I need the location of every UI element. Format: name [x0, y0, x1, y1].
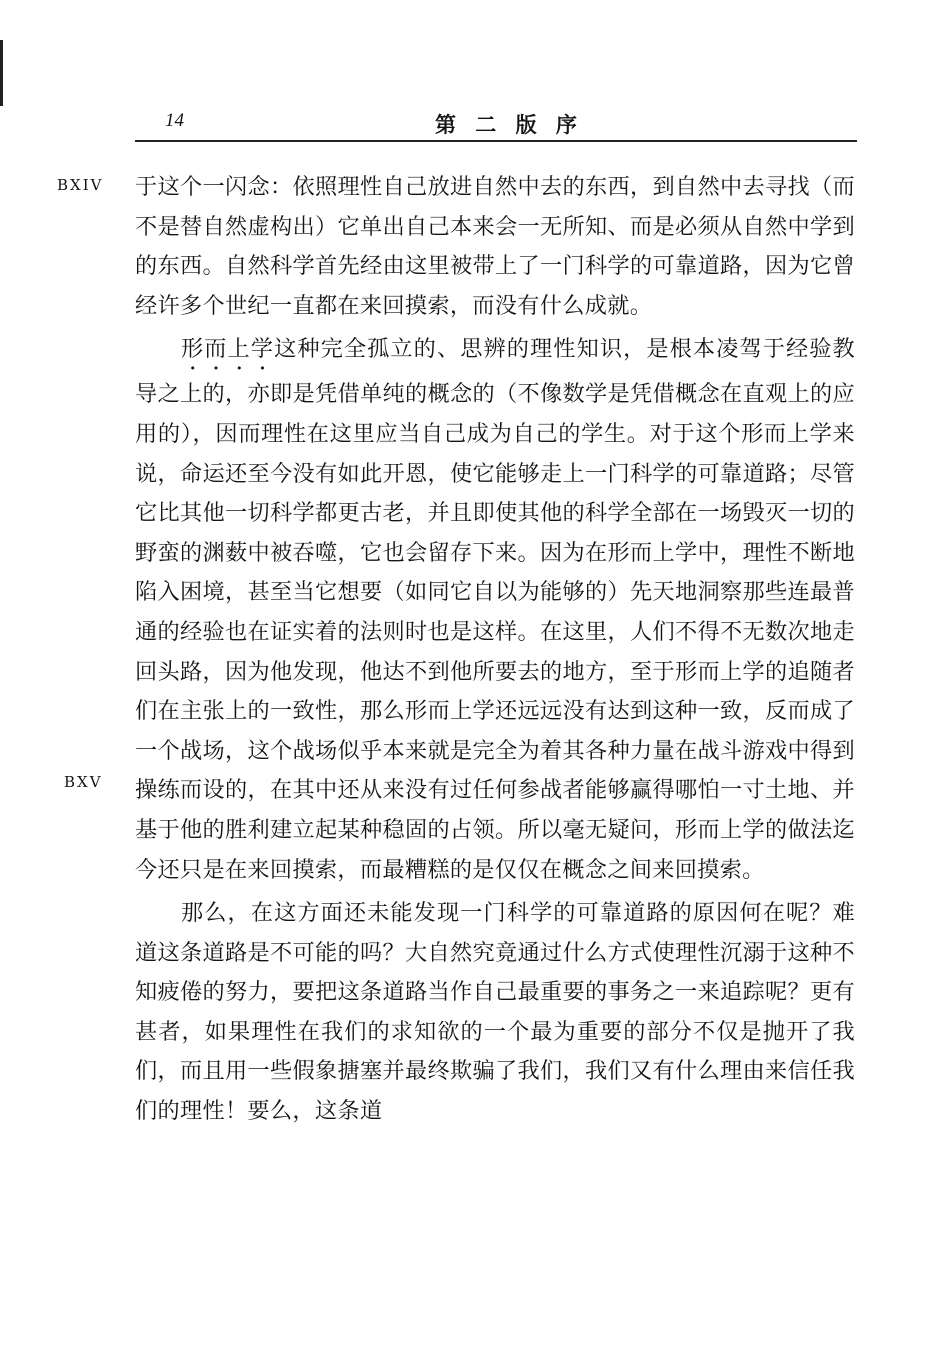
- emphasized-term: 形而上学: [181, 336, 275, 363]
- paragraph-text: 这种完全孤立的、思辨的理性知识，是根本凌驾于经验教导之上的，亦即是凭借单纯的概念的（不像数学是凭借概念在直观上的应用的），因而理性在这里应当自己成为自己的学生。对于这个形而上学来说，命运还至今没有如此开恩，使它能够走上一门科学的可靠道路；尽管它比其他一切科学都更古老，并且即使其他的科学全部在一场毁灭一切的野蛮的渊薮中被吞噬，它也会留存下来。因为在形而上学中，理性不断地陷入困境，甚至当它想要（如同它自以为能够的）先天地洞察那些连最普通的经验也在证实着的法则时也是这样。在这里，人们不得不无数次地走回头路，因为他发现，他达不到他所要去的地方，至于形而上学的追随: [135, 336, 856, 685]
- scan-edge-mark: [0, 40, 3, 106]
- header-rule: [135, 140, 857, 142]
- body-text: [135, 168, 855, 1132]
- margin-note-bxv: BXV: [64, 773, 103, 791]
- paragraph: [135, 330, 855, 890]
- running-title: 第 二 版 序: [435, 113, 583, 137]
- paragraph: 那么，在这方面还未能发现一门科学的可靠道路的原因何在呢？难道这条道路是不可能的吗？大自然究竟通过什么方式使理性沉溺于这种不知疲倦的努力，要把这条道路当作自己最重要的事务之一来追踪呢？更有甚者，如果理性在我们的求知欲的一个最为重要的部分不仅是抛开了我们，而且用一些假象搪塞并最终欺骗了我们，我们又有什么理由来信任我们的理性！要么，这条道: [135, 900, 855, 1125]
- paragraph: 于这个一闪念：依照理性自己放进自然中去的东西，到自然中去寻找（而不是替自然虚构出）它单出自己本来会一无所知、而是必须从自然中学到的东西。自然科学首先经由这里被带上了一门科学的可靠道路，因为它曾经许多个世纪一直都在来回摸索，而没有什么成就。: [135, 174, 855, 319]
- page-header: [135, 110, 857, 144]
- margin-note-bxiv: BXIV: [57, 176, 104, 194]
- paragraph-text: 者们在主张上的一致性，那么形而上学还远远没有达到这种一致，反而成了一个战场，这个战场似乎本来就是完全为着其各种力量在战斗游戏中得到操练而设的，在其中还从来没有过任何参战者能够赢得哪怕一寸土地、并基于他的胜利建立起某种稳固的占领。所以毫无疑问，形而上学的做法迄今还只是在来回摸索，而最糟糕的是仅仅在概念之间来回摸索。: [135, 658, 855, 883]
- page-number: 14: [165, 110, 184, 131]
